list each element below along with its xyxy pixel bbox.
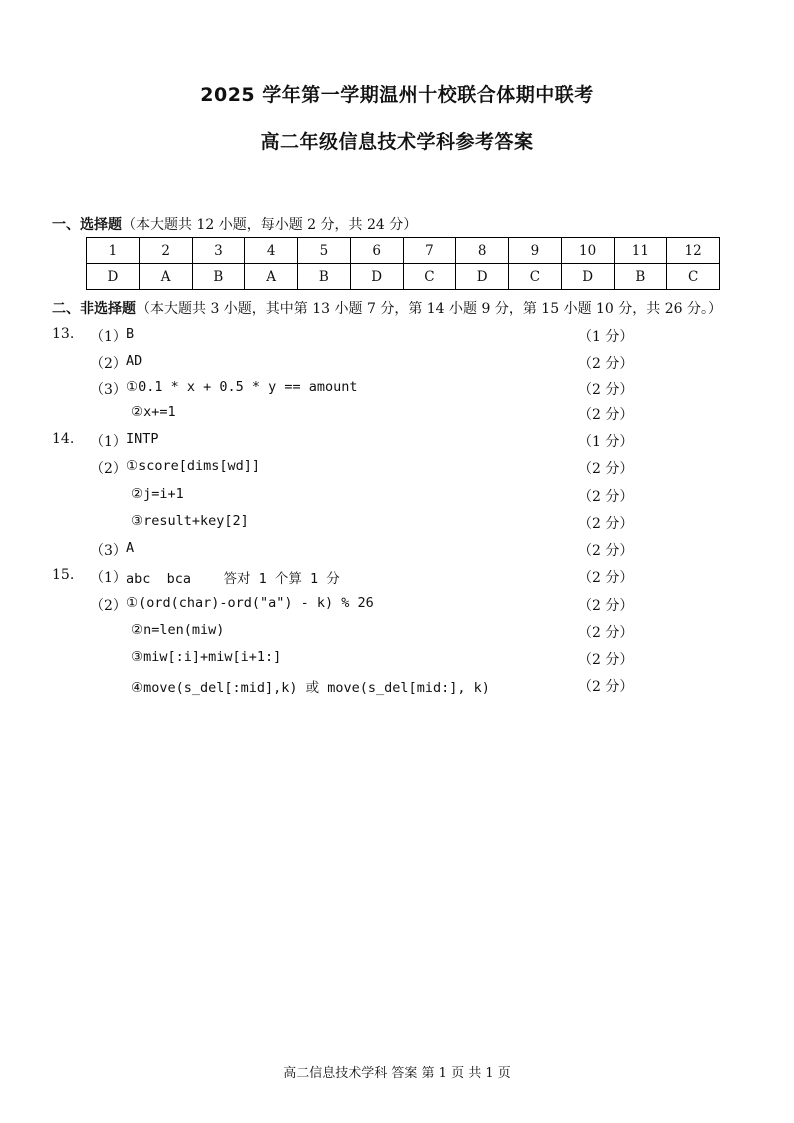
section-2-heading [52, 298, 722, 318]
sub-question-label: （3） [90, 382, 127, 398]
score-label: （2 分） [578, 356, 634, 372]
answer-cell: D [87, 264, 140, 290]
answer-text: AD [126, 353, 143, 369]
sub-question-label: （3） [90, 543, 127, 559]
answer-cell: B [614, 264, 667, 290]
answer-cell: D [561, 264, 614, 290]
answer-text: ②x+=1 [131, 404, 176, 420]
sub-question-label: （1） [90, 329, 127, 345]
score-label: （2 分） [578, 461, 634, 477]
document-subtitle: 高二年级信息技术学科参考答案 [260, 131, 534, 153]
question-number: 13. [52, 326, 75, 342]
answer-line [0, 540, 794, 562]
score-label: （2 分） [578, 570, 634, 586]
question-number-cell: 2 [139, 238, 192, 264]
question-number-cell: 11 [614, 238, 667, 264]
sub-question-label: （2） [90, 598, 127, 614]
answer-text: ③result+key[2] [131, 513, 249, 529]
answer-line [0, 676, 794, 698]
choice-answer-table [86, 237, 720, 290]
answer-line [0, 431, 794, 453]
sub-question-label: （2） [90, 356, 127, 372]
answer-cell: D [456, 264, 509, 290]
answer-line [0, 326, 794, 348]
answer-line [0, 404, 794, 426]
sub-question-label: （2） [90, 461, 127, 477]
answer-cell: C [667, 264, 720, 290]
question-number-cell: 3 [192, 238, 245, 264]
score-label: （2 分） [578, 382, 634, 398]
answer-text: INTP [126, 431, 159, 447]
score-label: （2 分） [578, 679, 634, 695]
page-footer: 高二信息技术学科 答案 第 1 页 共 1 页 [283, 1066, 511, 1081]
question-number: 14. [52, 431, 75, 447]
answer-line [0, 622, 794, 644]
answer-line [0, 649, 794, 671]
answer-line [0, 486, 794, 508]
answer-cell: A [139, 264, 192, 290]
answer-text: A [126, 540, 135, 556]
answer-cell: A [245, 264, 298, 290]
answer-text: B [126, 326, 135, 342]
answer-text: abc bca 答对 1 个算 1 分 [126, 571, 340, 587]
score-label: （2 分） [578, 407, 634, 423]
answer-text: ④move(s_del[:mid],k) 或 move(s_del[mid:], k) [131, 680, 490, 696]
answer-row [87, 264, 720, 290]
answer-text: ①score[dims[wd]] [126, 458, 261, 474]
section-2-note: （本大题共 3 小题，其中第 13 小题 7 分，第 14 小题 9 分，第 15 小题 10 分，共 26 分。） [136, 301, 722, 317]
question-number-cell: 4 [245, 238, 298, 264]
section-1-note: （本大题共 12 小题，每小题 2 分，共 24 分） [122, 217, 418, 233]
score-label: （1 分） [578, 329, 634, 345]
answer-cell: B [298, 264, 351, 290]
answer-text: ②n=len(miw) [131, 622, 225, 638]
score-label: （2 分） [578, 516, 634, 532]
score-label: （1 分） [578, 434, 634, 450]
answer-line [0, 513, 794, 535]
answer-cell: C [509, 264, 562, 290]
answer-text: ②j=i+1 [131, 486, 184, 502]
question-number-cell: 8 [456, 238, 509, 264]
question-number: 15. [52, 567, 75, 583]
question-number-cell: 6 [350, 238, 403, 264]
answer-cell: C [403, 264, 456, 290]
answer-cell: D [350, 264, 403, 290]
question-number-cell: 1 [87, 238, 140, 264]
score-label: （2 分） [578, 652, 634, 668]
question-number-row [87, 238, 720, 264]
section-1-title: 一、选择题 [52, 217, 122, 233]
answer-line [0, 379, 794, 401]
score-label: （2 分） [578, 543, 634, 559]
question-number-cell: 9 [509, 238, 562, 264]
answer-cell: B [192, 264, 245, 290]
sub-question-label: （1） [90, 434, 127, 450]
section-1-heading [52, 214, 417, 234]
document-title: 2025 学年第一学期温州十校联合体期中联考 [200, 84, 594, 106]
question-number-cell: 7 [403, 238, 456, 264]
answer-text: ①(ord(char)-ord("a") - k) % 26 [126, 595, 374, 611]
sub-question-label: （1） [90, 570, 127, 586]
score-label: （2 分） [578, 625, 634, 641]
score-label: （2 分） [578, 489, 634, 505]
answer-text: ①0.1 * x + 0.5 * y == amount [126, 379, 358, 395]
section-2-title: 二、非选择题 [52, 301, 136, 317]
question-number-cell: 12 [667, 238, 720, 264]
score-label: （2 分） [578, 598, 634, 614]
answer-line [0, 595, 794, 617]
answer-line [0, 567, 794, 589]
answer-text: ③miw[:i]+miw[i+1:] [131, 649, 282, 665]
answer-line [0, 458, 794, 480]
question-number-cell: 10 [561, 238, 614, 264]
question-number-cell: 5 [298, 238, 351, 264]
answer-line [0, 353, 794, 375]
